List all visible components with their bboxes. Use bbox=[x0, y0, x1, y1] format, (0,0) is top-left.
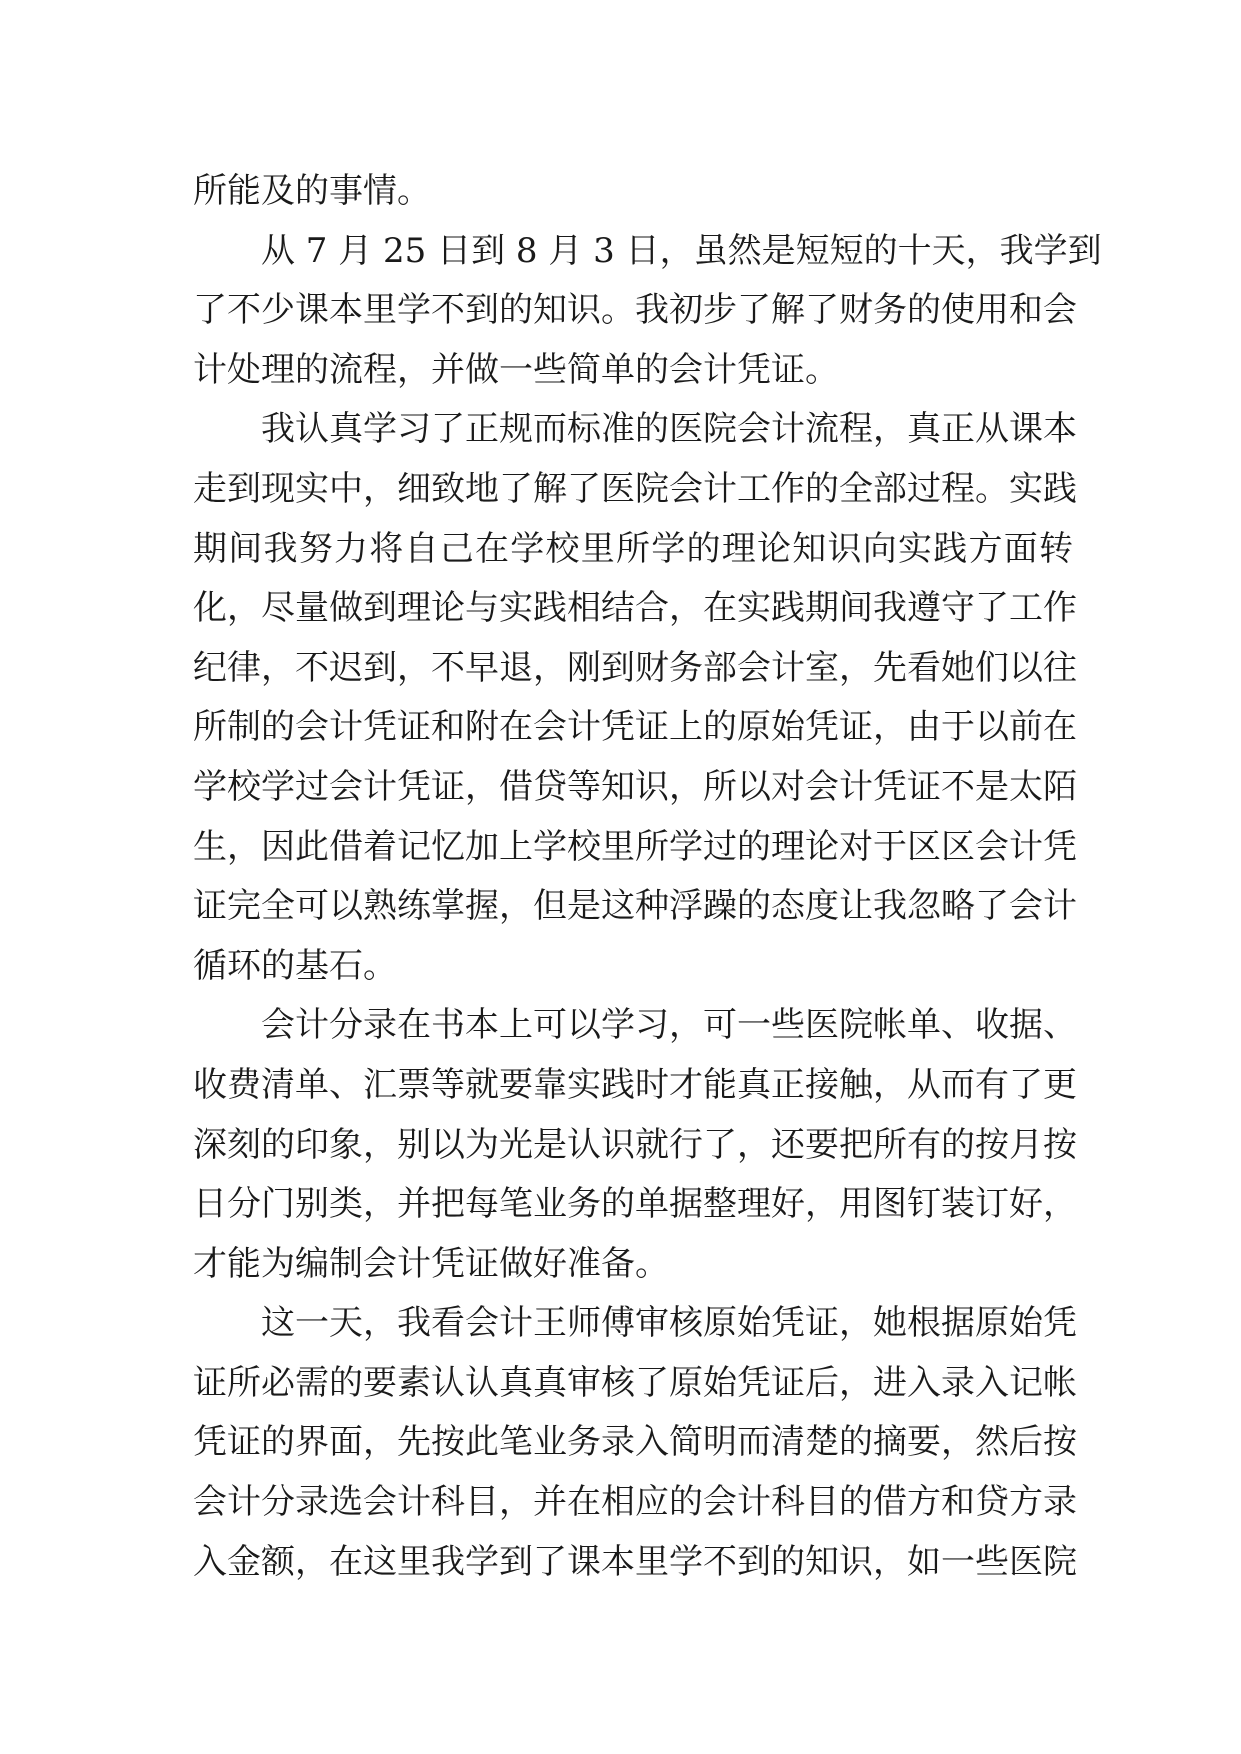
text-line: 所制的会计凭证和附在会计凭证上的原始凭证，由于以前在 bbox=[193, 707, 1077, 748]
text-line: 入金额，在这里我学到了课本里学不到的知识，如一些医院 bbox=[193, 1541, 1077, 1582]
text-line: 所能及的事情。 bbox=[193, 171, 431, 211]
text-line: 收费清单、汇票等就要靠实践时才能真正接触，从而有了更 bbox=[193, 1064, 1077, 1105]
paragraph-first-line: 会计分录在书本上可以学习，可一些医院帐单、收据、 bbox=[261, 1005, 1077, 1046]
text-line: 学校学过会计凭证，借贷等知识，所以对会计凭证不是太陌 bbox=[193, 766, 1077, 807]
paragraph-first-line: 从 7 月 25 日到 8 月 3 日，虽然是短短的十天，我学到 bbox=[261, 230, 1102, 271]
text-line: 期间我努力将自己在学校里所学的理论知识向实践方面转 bbox=[193, 528, 1073, 569]
paragraph-first-line: 这一天，我看会计王师傅审核原始凭证，她根据原始凭 bbox=[261, 1303, 1077, 1344]
text-line: 纪律，不迟到，不早退，刚到财务部会计室，先看她们以往 bbox=[193, 647, 1077, 688]
text-line: 证完全可以熟练掌握，但是这种浮躁的态度让我忽略了会计 bbox=[193, 886, 1077, 927]
body-text bbox=[193, 162, 1102, 1592]
text-line: 深刻的印象，别以为光是认识就行了，还要把所有的按月按 bbox=[193, 1124, 1077, 1165]
text-line: 日分门别类，并把每笔业务的单据整理好，用图钉装订好， bbox=[193, 1184, 1077, 1225]
text-line: 证所必需的要素认认真真审核了原始凭证后，进入录入记帐 bbox=[193, 1362, 1077, 1403]
text-line: 生，因此借着记忆加上学校里所学过的理论对于区区会计凭 bbox=[193, 826, 1077, 867]
text-line: 化，尽量做到理论与实践相结合，在实践期间我遵守了工作 bbox=[193, 588, 1077, 629]
text-line: 走到现实中，细致地了解了医院会计工作的全部过程。实践 bbox=[193, 468, 1077, 509]
text-line: 了不少课本里学不到的知识。我初步了解了财务的使用和会 bbox=[193, 290, 1077, 331]
text-line: 会计分录选会计科目，并在相应的会计科目的借方和贷方录 bbox=[193, 1482, 1077, 1523]
text-line: 计处理的流程，并做一些简单的会计凭证。 bbox=[193, 349, 839, 390]
text-line: 循环的基石。 bbox=[193, 945, 397, 986]
text-line: 凭证的界面，先按此笔业务录入简明而清楚的摘要，然后按 bbox=[193, 1422, 1077, 1463]
text-line: 才能为编制会计凭证做好准备。 bbox=[193, 1243, 669, 1284]
paragraph-first-line: 我认真学习了正规而标准的医院会计流程，真正从课本 bbox=[261, 409, 1077, 450]
